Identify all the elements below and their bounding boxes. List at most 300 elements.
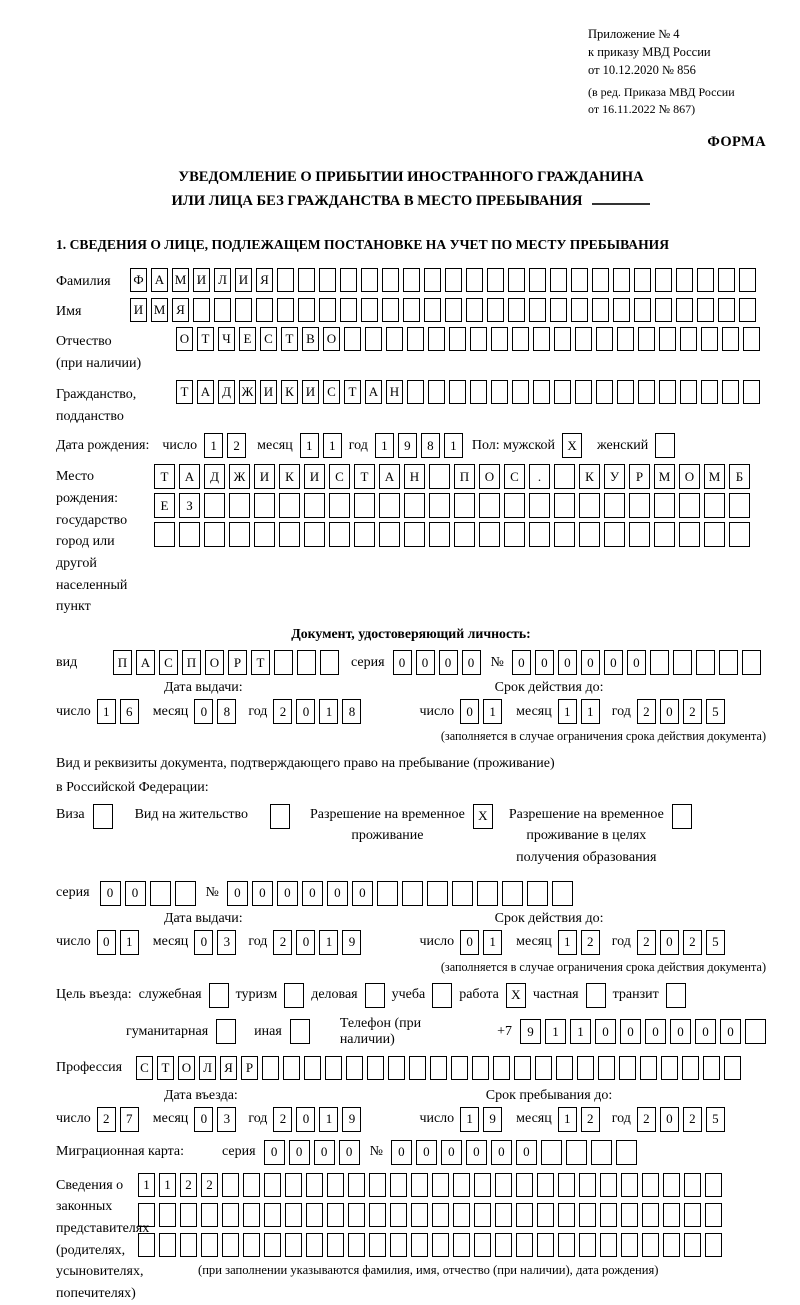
char-cell[interactable]: 0 [97, 930, 116, 955]
char-cell[interactable] [592, 268, 609, 292]
char-cell[interactable]: 9 [520, 1019, 541, 1044]
char-cell[interactable] [529, 298, 546, 322]
char-cell[interactable]: Е [154, 493, 175, 518]
char-cell[interactable]: 3 [217, 930, 236, 955]
char-cell[interactable] [592, 298, 609, 322]
char-cell[interactable]: У [604, 464, 625, 489]
residence-number-cells[interactable] [227, 881, 573, 906]
char-cell[interactable]: 0 [439, 650, 458, 675]
char-cell[interactable] [445, 298, 462, 322]
char-cell[interactable] [466, 268, 483, 292]
char-cell[interactable] [558, 1203, 575, 1227]
char-cell[interactable] [290, 1019, 310, 1044]
residence-permit-checkbox[interactable] [270, 804, 290, 829]
char-cell[interactable]: 0 [670, 1019, 691, 1044]
char-cell[interactable] [388, 1056, 405, 1080]
char-cell[interactable] [243, 1203, 260, 1227]
char-cell[interactable]: 0 [660, 1107, 679, 1132]
char-cell[interactable]: 0 [558, 650, 577, 675]
char-cell[interactable] [365, 983, 385, 1008]
char-cell[interactable]: С [323, 380, 340, 404]
char-cell[interactable] [650, 650, 669, 675]
representatives-row1-cells[interactable] [138, 1173, 722, 1197]
char-cell[interactable] [201, 1203, 218, 1227]
char-cell[interactable] [743, 327, 760, 351]
char-cell[interactable]: . [529, 464, 550, 489]
char-cell[interactable] [432, 983, 452, 1008]
char-cell[interactable]: Я [172, 298, 189, 322]
char-cell[interactable] [449, 327, 466, 351]
char-cell[interactable] [453, 1173, 470, 1197]
char-cell[interactable]: Ч [218, 327, 235, 351]
char-cell[interactable] [304, 522, 325, 547]
char-cell[interactable]: О [323, 327, 340, 351]
birthplace-row2-cells[interactable] [154, 493, 750, 518]
representatives-row2-cells[interactable] [138, 1203, 722, 1227]
char-cell[interactable] [541, 1140, 562, 1165]
char-cell[interactable]: И [302, 380, 319, 404]
char-cell[interactable]: 0 [277, 881, 298, 906]
char-cell[interactable] [466, 298, 483, 322]
entry-month-cells[interactable] [194, 1107, 236, 1132]
char-cell[interactable]: Т [154, 464, 175, 489]
given-name-cells[interactable] [130, 298, 756, 322]
char-cell[interactable]: 0 [352, 881, 373, 906]
char-cell[interactable]: X [473, 804, 493, 829]
char-cell[interactable] [629, 493, 650, 518]
char-cell[interactable]: 0 [620, 1019, 641, 1044]
char-cell[interactable]: 0 [460, 699, 479, 724]
char-cell[interactable] [285, 1173, 302, 1197]
char-cell[interactable] [429, 522, 450, 547]
char-cell[interactable] [701, 380, 718, 404]
char-cell[interactable] [325, 1056, 342, 1080]
char-cell[interactable]: 0 [289, 1140, 310, 1165]
char-cell[interactable]: 1 [545, 1019, 566, 1044]
char-cell[interactable] [279, 522, 300, 547]
char-cell[interactable] [537, 1173, 554, 1197]
char-cell[interactable]: 1 [460, 1107, 479, 1132]
char-cell[interactable]: И [260, 380, 277, 404]
char-cell[interactable]: И [254, 464, 275, 489]
char-cell[interactable] [243, 1173, 260, 1197]
char-cell[interactable] [264, 1173, 281, 1197]
char-cell[interactable]: Ж [229, 464, 250, 489]
char-cell[interactable] [451, 1056, 468, 1080]
char-cell[interactable] [571, 268, 588, 292]
char-cell[interactable]: 2 [637, 930, 656, 955]
char-cell[interactable] [319, 268, 336, 292]
char-cell[interactable] [579, 1173, 596, 1197]
char-cell[interactable]: И [193, 268, 210, 292]
char-cell[interactable] [138, 1203, 155, 1227]
char-cell[interactable]: 0 [627, 650, 646, 675]
char-cell[interactable]: Л [214, 268, 231, 292]
char-cell[interactable] [495, 1233, 512, 1257]
phone-cells[interactable] [520, 1019, 766, 1044]
char-cell[interactable] [659, 327, 676, 351]
purpose-private-checkbox[interactable] [586, 983, 606, 1008]
char-cell[interactable] [201, 1233, 218, 1257]
char-cell[interactable]: 0 [327, 881, 348, 906]
char-cell[interactable] [554, 464, 575, 489]
char-cell[interactable] [159, 1203, 176, 1227]
char-cell[interactable]: О [178, 1056, 195, 1080]
char-cell[interactable] [93, 804, 113, 829]
char-cell[interactable] [516, 1173, 533, 1197]
char-cell[interactable] [571, 298, 588, 322]
char-cell[interactable] [449, 380, 466, 404]
char-cell[interactable] [428, 380, 445, 404]
char-cell[interactable] [684, 1233, 701, 1257]
representatives-row3-cells[interactable] [138, 1233, 722, 1257]
char-cell[interactable] [159, 1233, 176, 1257]
char-cell[interactable] [654, 522, 675, 547]
entry-day-cells[interactable] [97, 1107, 139, 1132]
char-cell[interactable]: 1 [483, 930, 502, 955]
char-cell[interactable]: 0 [516, 1140, 537, 1165]
char-cell[interactable] [472, 1056, 489, 1080]
char-cell[interactable] [222, 1173, 239, 1197]
char-cell[interactable] [479, 493, 500, 518]
char-cell[interactable] [508, 268, 525, 292]
char-cell[interactable] [642, 1173, 659, 1197]
char-cell[interactable] [204, 522, 225, 547]
char-cell[interactable]: 0 [252, 881, 273, 906]
char-cell[interactable] [411, 1173, 428, 1197]
passport-number-cells[interactable] [512, 650, 761, 675]
char-cell[interactable]: 2 [180, 1173, 197, 1197]
residence-valid-year-cells[interactable] [637, 930, 725, 955]
passport-issue-day-cells[interactable] [97, 699, 139, 724]
char-cell[interactable]: 5 [706, 1107, 725, 1132]
stay-year-cells[interactable] [637, 1107, 725, 1132]
char-cell[interactable] [297, 650, 316, 675]
char-cell[interactable] [591, 1140, 612, 1165]
char-cell[interactable] [566, 1140, 587, 1165]
char-cell[interactable] [550, 298, 567, 322]
char-cell[interactable]: 7 [120, 1107, 139, 1132]
char-cell[interactable] [616, 1140, 637, 1165]
char-cell[interactable]: Т [354, 464, 375, 489]
char-cell[interactable]: М [172, 268, 189, 292]
char-cell[interactable]: И [130, 298, 147, 322]
passport-issue-year-cells[interactable] [273, 699, 361, 724]
char-cell[interactable] [453, 1203, 470, 1227]
char-cell[interactable]: Е [239, 327, 256, 351]
char-cell[interactable]: 0 [512, 650, 531, 675]
char-cell[interactable] [327, 1203, 344, 1227]
char-cell[interactable] [327, 1233, 344, 1257]
char-cell[interactable]: 9 [342, 1107, 361, 1132]
char-cell[interactable] [407, 327, 424, 351]
char-cell[interactable] [424, 268, 441, 292]
residence-series-cells[interactable] [100, 881, 196, 906]
char-cell[interactable] [575, 380, 592, 404]
char-cell[interactable]: 2 [683, 699, 702, 724]
char-cell[interactable] [274, 650, 293, 675]
char-cell[interactable] [495, 1203, 512, 1227]
char-cell[interactable]: Т [281, 327, 298, 351]
char-cell[interactable] [340, 268, 357, 292]
char-cell[interactable] [504, 522, 525, 547]
surname-cells[interactable] [130, 268, 756, 292]
char-cell[interactable] [617, 327, 634, 351]
char-cell[interactable]: Л [199, 1056, 216, 1080]
char-cell[interactable] [579, 493, 600, 518]
char-cell[interactable]: Т [344, 380, 361, 404]
char-cell[interactable]: 9 [342, 930, 361, 955]
char-cell[interactable] [367, 1056, 384, 1080]
char-cell[interactable] [277, 298, 294, 322]
char-cell[interactable] [514, 1056, 531, 1080]
residence-valid-month-cells[interactable] [558, 930, 600, 955]
char-cell[interactable] [596, 327, 613, 351]
purpose-work-checkbox[interactable] [506, 983, 526, 1008]
char-cell[interactable] [270, 804, 290, 829]
char-cell[interactable] [719, 650, 738, 675]
char-cell[interactable]: 1 [159, 1173, 176, 1197]
char-cell[interactable]: 5 [706, 930, 725, 955]
char-cell[interactable] [348, 1203, 365, 1227]
char-cell[interactable]: 2 [273, 1107, 292, 1132]
char-cell[interactable] [621, 1233, 638, 1257]
char-cell[interactable] [502, 881, 523, 906]
char-cell[interactable] [742, 650, 761, 675]
char-cell[interactable] [377, 881, 398, 906]
char-cell[interactable] [222, 1203, 239, 1227]
char-cell[interactable] [743, 380, 760, 404]
char-cell[interactable] [655, 298, 672, 322]
char-cell[interactable]: 1 [558, 1107, 577, 1132]
char-cell[interactable]: М [151, 298, 168, 322]
char-cell[interactable] [621, 1173, 638, 1197]
char-cell[interactable] [382, 298, 399, 322]
char-cell[interactable] [209, 983, 229, 1008]
char-cell[interactable]: Д [218, 380, 235, 404]
char-cell[interactable]: З [179, 493, 200, 518]
char-cell[interactable] [600, 1203, 617, 1227]
passport-valid-day-cells[interactable] [460, 699, 502, 724]
char-cell[interactable] [390, 1173, 407, 1197]
char-cell[interactable] [703, 1056, 720, 1080]
char-cell[interactable]: С [136, 1056, 153, 1080]
char-cell[interactable] [361, 298, 378, 322]
char-cell[interactable] [445, 268, 462, 292]
char-cell[interactable]: 2 [581, 1107, 600, 1132]
char-cell[interactable] [508, 298, 525, 322]
char-cell[interactable] [354, 493, 375, 518]
char-cell[interactable]: Т [197, 327, 214, 351]
char-cell[interactable] [138, 1233, 155, 1257]
char-cell[interactable] [529, 268, 546, 292]
char-cell[interactable]: 0 [695, 1019, 716, 1044]
char-cell[interactable] [704, 522, 725, 547]
char-cell[interactable] [409, 1056, 426, 1080]
char-cell[interactable]: 0 [314, 1140, 335, 1165]
char-cell[interactable] [429, 493, 450, 518]
char-cell[interactable] [676, 298, 693, 322]
char-cell[interactable]: П [454, 464, 475, 489]
char-cell[interactable]: 2 [683, 1107, 702, 1132]
char-cell[interactable]: 0 [604, 650, 623, 675]
char-cell[interactable] [679, 493, 700, 518]
char-cell[interactable] [154, 522, 175, 547]
char-cell[interactable] [474, 1233, 491, 1257]
char-cell[interactable]: 2 [97, 1107, 116, 1132]
char-cell[interactable]: 0 [535, 650, 554, 675]
char-cell[interactable] [365, 327, 382, 351]
char-cell[interactable] [642, 1233, 659, 1257]
char-cell[interactable] [229, 493, 250, 518]
char-cell[interactable] [663, 1173, 680, 1197]
profession-cells[interactable] [136, 1056, 741, 1080]
char-cell[interactable] [390, 1233, 407, 1257]
char-cell[interactable] [705, 1233, 722, 1257]
char-cell[interactable] [428, 327, 445, 351]
citizenship-cells[interactable] [176, 380, 760, 404]
char-cell[interactable] [379, 522, 400, 547]
char-cell[interactable] [516, 1233, 533, 1257]
char-cell[interactable]: С [159, 650, 178, 675]
char-cell[interactable] [379, 493, 400, 518]
char-cell[interactable] [516, 1203, 533, 1227]
char-cell[interactable]: 0 [391, 1140, 412, 1165]
birth-year-cells[interactable] [375, 433, 463, 458]
char-cell[interactable]: 0 [296, 1107, 315, 1132]
char-cell[interactable] [279, 493, 300, 518]
char-cell[interactable] [579, 522, 600, 547]
char-cell[interactable] [696, 650, 715, 675]
char-cell[interactable] [697, 268, 714, 292]
char-cell[interactable]: 0 [645, 1019, 666, 1044]
char-cell[interactable] [663, 1233, 680, 1257]
char-cell[interactable]: П [182, 650, 201, 675]
char-cell[interactable]: 2 [273, 930, 292, 955]
char-cell[interactable]: Д [204, 464, 225, 489]
char-cell[interactable] [222, 1233, 239, 1257]
char-cell[interactable]: 3 [217, 1107, 236, 1132]
char-cell[interactable] [470, 327, 487, 351]
patronymic-cells[interactable] [176, 327, 760, 351]
doc-type-cells[interactable] [113, 650, 339, 675]
char-cell[interactable] [729, 522, 750, 547]
char-cell[interactable] [613, 298, 630, 322]
char-cell[interactable] [554, 380, 571, 404]
char-cell[interactable]: 0 [416, 1140, 437, 1165]
char-cell[interactable]: 2 [581, 930, 600, 955]
char-cell[interactable]: О [479, 464, 500, 489]
char-cell[interactable] [729, 493, 750, 518]
char-cell[interactable]: М [704, 464, 725, 489]
char-cell[interactable] [504, 493, 525, 518]
char-cell[interactable]: 2 [273, 699, 292, 724]
char-cell[interactable]: 1 [319, 699, 338, 724]
char-cell[interactable] [705, 1173, 722, 1197]
char-cell[interactable]: 0 [264, 1140, 285, 1165]
char-cell[interactable] [604, 493, 625, 518]
char-cell[interactable] [672, 804, 692, 829]
char-cell[interactable]: 1 [97, 699, 116, 724]
char-cell[interactable] [600, 1233, 617, 1257]
char-cell[interactable] [306, 1233, 323, 1257]
char-cell[interactable]: Т [251, 650, 270, 675]
char-cell[interactable]: И [304, 464, 325, 489]
char-cell[interactable]: Т [176, 380, 193, 404]
char-cell[interactable]: Ж [239, 380, 256, 404]
char-cell[interactable]: А [197, 380, 214, 404]
char-cell[interactable] [429, 464, 450, 489]
char-cell[interactable] [640, 1056, 657, 1080]
char-cell[interactable] [453, 1233, 470, 1257]
char-cell[interactable] [654, 493, 675, 518]
char-cell[interactable] [474, 1173, 491, 1197]
char-cell[interactable] [701, 327, 718, 351]
char-cell[interactable] [495, 1173, 512, 1197]
char-cell[interactable] [661, 1056, 678, 1080]
char-cell[interactable] [512, 327, 529, 351]
char-cell[interactable]: 2 [201, 1173, 218, 1197]
char-cell[interactable] [621, 1203, 638, 1227]
purpose-tourism-checkbox[interactable] [284, 983, 304, 1008]
char-cell[interactable] [533, 327, 550, 351]
char-cell[interactable] [663, 1203, 680, 1227]
char-cell[interactable]: О [205, 650, 224, 675]
char-cell[interactable]: 0 [660, 930, 679, 955]
char-cell[interactable]: А [179, 464, 200, 489]
char-cell[interactable] [403, 298, 420, 322]
char-cell[interactable] [424, 298, 441, 322]
char-cell[interactable]: 8 [421, 433, 440, 458]
char-cell[interactable]: 2 [227, 433, 246, 458]
char-cell[interactable]: Р [241, 1056, 258, 1080]
char-cell[interactable] [697, 298, 714, 322]
birthplace-row1-cells[interactable] [154, 464, 750, 489]
char-cell[interactable] [470, 380, 487, 404]
char-cell[interactable] [256, 298, 273, 322]
char-cell[interactable] [427, 881, 448, 906]
char-cell[interactable] [491, 380, 508, 404]
char-cell[interactable]: 9 [483, 1107, 502, 1132]
char-cell[interactable] [491, 327, 508, 351]
char-cell[interactable] [679, 522, 700, 547]
char-cell[interactable] [537, 1233, 554, 1257]
char-cell[interactable] [722, 380, 739, 404]
char-cell[interactable]: Т [157, 1056, 174, 1080]
passport-valid-year-cells[interactable] [637, 699, 725, 724]
char-cell[interactable] [512, 380, 529, 404]
char-cell[interactable] [682, 1056, 699, 1080]
char-cell[interactable] [235, 298, 252, 322]
residence-valid-day-cells[interactable] [460, 930, 502, 955]
char-cell[interactable] [229, 522, 250, 547]
passport-issue-month-cells[interactable] [194, 699, 236, 724]
char-cell[interactable]: Я [220, 1056, 237, 1080]
char-cell[interactable] [382, 268, 399, 292]
char-cell[interactable] [243, 1233, 260, 1257]
char-cell[interactable] [304, 493, 325, 518]
char-cell[interactable] [659, 380, 676, 404]
char-cell[interactable] [552, 881, 573, 906]
char-cell[interactable] [214, 298, 231, 322]
char-cell[interactable] [724, 1056, 741, 1080]
char-cell[interactable] [320, 650, 339, 675]
char-cell[interactable]: Н [404, 464, 425, 489]
entry-year-cells[interactable] [273, 1107, 361, 1132]
char-cell[interactable] [634, 298, 651, 322]
char-cell[interactable] [344, 327, 361, 351]
char-cell[interactable] [180, 1203, 197, 1227]
